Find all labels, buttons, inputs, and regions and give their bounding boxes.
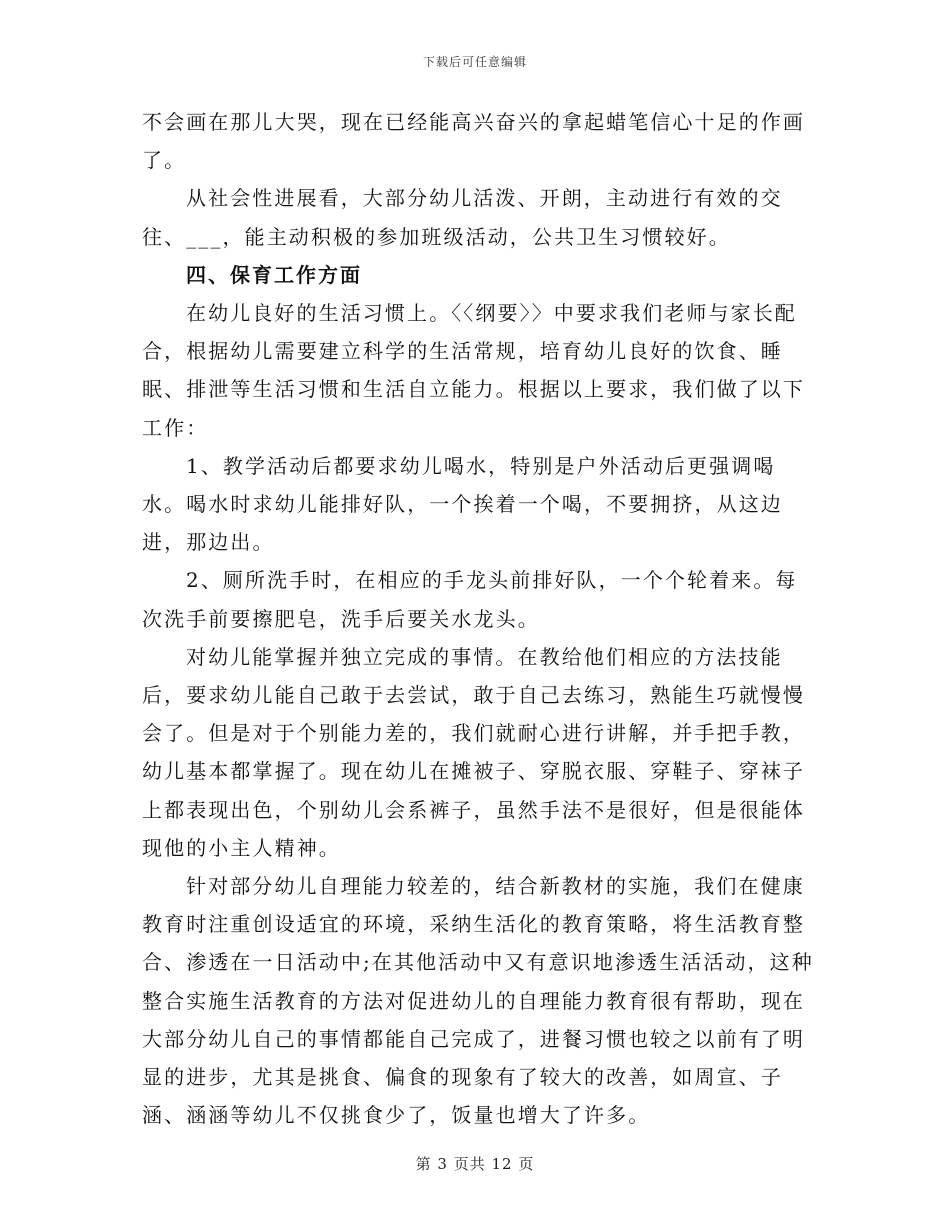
- document-body: [142, 103, 814, 1134]
- paragraph-independent-tasks: 对幼儿能掌握并独立完成的事情。在教给他们相应的方法技能后，要求幼儿能自己敢于去尝试，敢于自己去练习，熟能生巧就慢慢会了。但是对于个别能力差的，我们就耐心进行讲解，并手把手教，幼儿基本都掌握了。现在幼儿在摊被子、穿脱衣服、穿鞋子、穿袜子上都表现出色，个别幼儿会系裤子，虽然手法不是很好，但是很能体现他的小主人精神。: [142, 644, 805, 860]
- paragraph-drinking-water: 1、教学活动后都要求幼儿喝水，特别是户外活动后更强调喝水。喝水时求幼儿能排好队，一个挨着一个喝，不要拥挤，从这边进，那边出。: [142, 453, 783, 555]
- paragraph-living-habits: 在幼儿良好的生活习惯上。〈〈纲要〉〉中要求我们老师与家长配合，根据幼儿需要建立科学的生活常规，培育幼儿良好的饮食、睡眠、排泄等生活习惯和生活自立能力。根据以上要求，我们做了以下工作：: [142, 301, 805, 440]
- paragraph-continued: 不会画在那儿大哭，现在已经能高兴奋兴的拿起蜡笔信心十足的作画了。: [142, 110, 805, 173]
- paragraph-self-care-education: 针对部分幼儿自理能力较差的，结合新教材的实施，我们在健康教育时注重创设适宜的环境，采纳生活化的教育策略，将生活教育整合、渗透在一日活动中;在其他活动中又有意识地渗透生活活动，这种整合实施生活教育的方法对促进幼儿的自理能力教育很有帮助，现在大部分幼儿自己的事情都能自己完成了，进餐习惯也较之以前有了明显的进步，尤其是挑食、偏食的现象有了较大的改善，如周宣、子涵、涵涵等幼儿不仅挑食少了，饭量也增大了许多。: [142, 874, 814, 1128]
- page-number: 第 3 页共 12 页: [415, 1155, 535, 1173]
- paragraph-social-development: 从社会性进展看，大部分幼儿活泼、开朗，主动进行有效的交往、___，能主动积极的参加班级活动，公共卫生习惯较好。: [142, 186, 783, 249]
- paragraph-hand-washing: 2、厕所洗手时，在相应的手龙头前排好队，一个个轮着来。每次洗手前要擦肥皂，洗手后要关水龙头。: [142, 568, 798, 631]
- page-header: 下载后可任意编辑: [422, 55, 527, 69]
- section-heading-childcare: 四、保育工作方面: [186, 262, 362, 287]
